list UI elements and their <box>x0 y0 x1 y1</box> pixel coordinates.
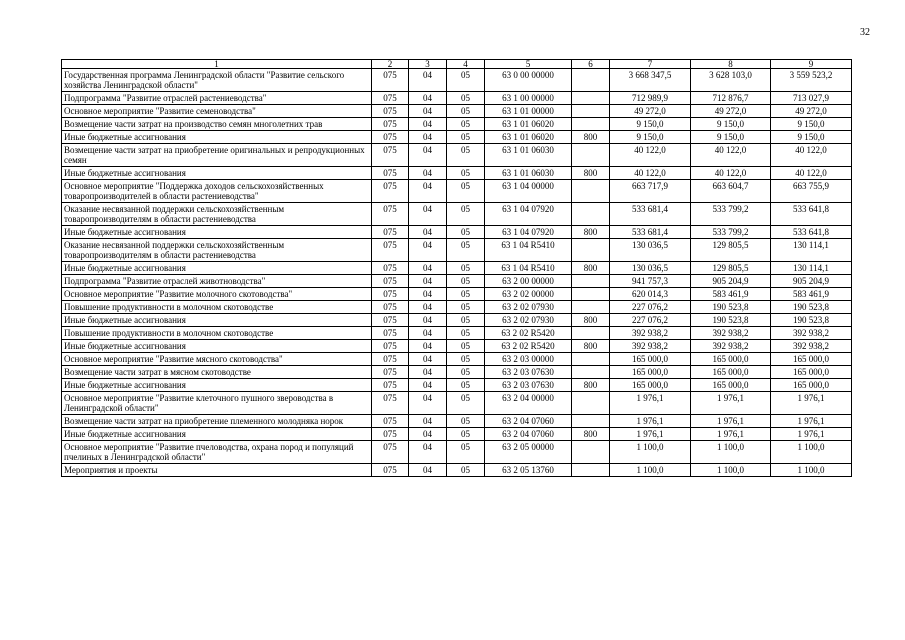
amount-year1-cell: 712 989,9 <box>610 92 691 105</box>
subsection-cell: 05 <box>447 167 485 180</box>
target-article-cell: 63 2 03 07630 <box>485 379 572 392</box>
expense-type-cell <box>572 92 610 105</box>
expense-type-cell: 800 <box>572 167 610 180</box>
amount-year2-cell: 1 100,0 <box>691 441 771 464</box>
amount-year1-cell: 392 938,2 <box>610 340 691 353</box>
section-cell: 04 <box>409 288 447 301</box>
name-cell: Иные бюджетные ассигнования <box>62 167 372 180</box>
name-cell: Повышение продуктивности в молочном скотоводстве <box>62 301 372 314</box>
target-article-cell: 63 2 04 07060 <box>485 428 572 441</box>
admin-code-cell: 075 <box>372 340 409 353</box>
amount-year3-cell: 533 641,8 <box>771 226 852 239</box>
amount-year3-cell: 9 150,0 <box>771 131 852 144</box>
subsection-cell: 05 <box>447 301 485 314</box>
target-article-cell: 63 1 01 00000 <box>485 105 572 118</box>
admin-code-cell: 075 <box>372 415 409 428</box>
table-row <box>62 226 852 239</box>
amount-year3-cell: 713 027,9 <box>771 92 852 105</box>
section-cell: 04 <box>409 327 447 340</box>
subsection-cell: 05 <box>447 92 485 105</box>
section-cell: 04 <box>409 203 447 226</box>
amount-year1-cell: 392 938,2 <box>610 327 691 340</box>
amount-year2-cell: 712 876,7 <box>691 92 771 105</box>
admin-code-cell: 075 <box>372 167 409 180</box>
expense-type-cell <box>572 441 610 464</box>
name-cell: Основное мероприятие "Развитие пчеловодства, охрана пород и популяций пчелиных в Ленинградской области" <box>62 441 372 464</box>
amount-year3-cell: 3 559 523,2 <box>771 69 852 92</box>
name-cell: Иные бюджетные ассигнования <box>62 314 372 327</box>
section-cell: 04 <box>409 144 447 167</box>
table-row <box>62 92 852 105</box>
amount-year3-cell: 583 461,9 <box>771 288 852 301</box>
admin-code-cell: 075 <box>372 379 409 392</box>
admin-code-cell: 075 <box>372 275 409 288</box>
admin-code-cell: 075 <box>372 301 409 314</box>
amount-year2-cell: 49 272,0 <box>691 105 771 118</box>
admin-code-cell: 075 <box>372 464 409 477</box>
target-article-cell: 63 1 01 06030 <box>485 167 572 180</box>
amount-year3-cell: 165 000,0 <box>771 353 852 366</box>
table-row <box>62 105 852 118</box>
section-cell: 04 <box>409 226 447 239</box>
column-header-4: 4 <box>447 60 485 69</box>
expense-type-cell: 800 <box>572 428 610 441</box>
admin-code-cell: 075 <box>372 180 409 203</box>
expense-type-cell <box>572 118 610 131</box>
amount-year3-cell: 392 938,2 <box>771 327 852 340</box>
budget-table <box>61 59 852 477</box>
table-row <box>62 69 852 92</box>
table-row <box>62 314 852 327</box>
target-article-cell: 63 2 05 13760 <box>485 464 572 477</box>
name-cell: Основное мероприятие "Развитие семеноводства" <box>62 105 372 118</box>
subsection-cell: 05 <box>447 275 485 288</box>
admin-code-cell: 075 <box>372 105 409 118</box>
expense-type-cell <box>572 366 610 379</box>
amount-year1-cell: 1 976,1 <box>610 392 691 415</box>
amount-year3-cell: 165 000,0 <box>771 379 852 392</box>
amount-year2-cell: 129 805,5 <box>691 262 771 275</box>
name-cell: Иные бюджетные ассигнования <box>62 428 372 441</box>
table-row <box>62 180 852 203</box>
table-row <box>62 262 852 275</box>
column-header-2: 2 <box>372 60 409 69</box>
amount-year1-cell: 130 036,5 <box>610 262 691 275</box>
admin-code-cell: 075 <box>372 428 409 441</box>
amount-year1-cell: 49 272,0 <box>610 105 691 118</box>
admin-code-cell: 075 <box>372 203 409 226</box>
section-cell: 04 <box>409 441 447 464</box>
table-row <box>62 275 852 288</box>
amount-year3-cell: 190 523,8 <box>771 301 852 314</box>
amount-year3-cell: 1 976,1 <box>771 392 852 415</box>
admin-code-cell: 075 <box>372 131 409 144</box>
section-cell: 04 <box>409 262 447 275</box>
subsection-cell: 05 <box>447 314 485 327</box>
admin-code-cell: 075 <box>372 239 409 262</box>
amount-year1-cell: 1 100,0 <box>610 464 691 477</box>
amount-year3-cell: 9 150,0 <box>771 118 852 131</box>
expense-type-cell <box>572 301 610 314</box>
target-article-cell: 63 0 00 00000 <box>485 69 572 92</box>
amount-year1-cell: 165 000,0 <box>610 379 691 392</box>
target-article-cell: 63 2 02 07930 <box>485 314 572 327</box>
expense-type-cell <box>572 464 610 477</box>
amount-year3-cell: 130 114,1 <box>771 239 852 262</box>
name-cell: Основное мероприятие "Развитие мясного скотоводства" <box>62 353 372 366</box>
section-cell: 04 <box>409 464 447 477</box>
table-row <box>62 379 852 392</box>
subsection-cell: 05 <box>447 262 485 275</box>
subsection-cell: 05 <box>447 392 485 415</box>
table-row <box>62 415 852 428</box>
amount-year3-cell: 663 755,9 <box>771 180 852 203</box>
table-row <box>62 301 852 314</box>
section-cell: 04 <box>409 415 447 428</box>
amount-year1-cell: 533 681,4 <box>610 226 691 239</box>
amount-year2-cell: 533 799,2 <box>691 203 771 226</box>
amount-year2-cell: 583 461,9 <box>691 288 771 301</box>
admin-code-cell: 075 <box>372 69 409 92</box>
subsection-cell: 05 <box>447 180 485 203</box>
amount-year1-cell: 1 976,1 <box>610 415 691 428</box>
admin-code-cell: 075 <box>372 441 409 464</box>
table-row <box>62 167 852 180</box>
admin-code-cell: 075 <box>372 366 409 379</box>
section-cell: 04 <box>409 366 447 379</box>
name-cell: Иные бюджетные ассигнования <box>62 131 372 144</box>
column-header-1: 1 <box>62 60 372 69</box>
admin-code-cell: 075 <box>372 144 409 167</box>
amount-year1-cell: 40 122,0 <box>610 144 691 167</box>
expense-type-cell: 800 <box>572 340 610 353</box>
name-cell: Оказание несвязанной поддержки сельскохозяйственным товаропроизводителям в области растениеводства <box>62 239 372 262</box>
subsection-cell: 05 <box>447 428 485 441</box>
amount-year3-cell: 130 114,1 <box>771 262 852 275</box>
subsection-cell: 05 <box>447 441 485 464</box>
admin-code-cell: 075 <box>372 92 409 105</box>
name-cell: Подпрограмма "Развитие отраслей растениеводства" <box>62 92 372 105</box>
subsection-cell: 05 <box>447 118 485 131</box>
subsection-cell: 05 <box>447 131 485 144</box>
section-cell: 04 <box>409 392 447 415</box>
amount-year3-cell: 40 122,0 <box>771 167 852 180</box>
expense-type-cell <box>572 203 610 226</box>
admin-code-cell: 075 <box>372 327 409 340</box>
amount-year2-cell: 129 805,5 <box>691 239 771 262</box>
expense-type-cell <box>572 353 610 366</box>
subsection-cell: 05 <box>447 105 485 118</box>
amount-year2-cell: 1 976,1 <box>691 415 771 428</box>
amount-year1-cell: 663 717,9 <box>610 180 691 203</box>
subsection-cell: 05 <box>447 353 485 366</box>
amount-year2-cell: 9 150,0 <box>691 131 771 144</box>
column-header-8: 8 <box>691 60 771 69</box>
admin-code-cell: 075 <box>372 118 409 131</box>
amount-year2-cell: 533 799,2 <box>691 226 771 239</box>
section-cell: 04 <box>409 301 447 314</box>
amount-year1-cell: 9 150,0 <box>610 131 691 144</box>
expense-type-cell <box>572 288 610 301</box>
expense-type-cell <box>572 144 610 167</box>
table-row <box>62 327 852 340</box>
expense-type-cell <box>572 105 610 118</box>
amount-year2-cell: 165 000,0 <box>691 353 771 366</box>
section-cell: 04 <box>409 131 447 144</box>
section-cell: 04 <box>409 69 447 92</box>
amount-year1-cell: 130 036,5 <box>610 239 691 262</box>
admin-code-cell: 075 <box>372 353 409 366</box>
column-header-9: 9 <box>771 60 852 69</box>
section-cell: 04 <box>409 239 447 262</box>
section-cell: 04 <box>409 180 447 203</box>
table-row <box>62 288 852 301</box>
amount-year2-cell: 905 204,9 <box>691 275 771 288</box>
subsection-cell: 05 <box>447 69 485 92</box>
target-article-cell: 63 2 05 00000 <box>485 441 572 464</box>
target-article-cell: 63 2 02 07930 <box>485 301 572 314</box>
table-row <box>62 131 852 144</box>
amount-year1-cell: 1 976,1 <box>610 428 691 441</box>
subsection-cell: 05 <box>447 379 485 392</box>
table-row <box>62 340 852 353</box>
target-article-cell: 63 2 04 07060 <box>485 415 572 428</box>
name-cell: Основное мероприятие "Развитие клеточного пушного звероводства в Ленинградской области" <box>62 392 372 415</box>
amount-year1-cell: 3 668 347,5 <box>610 69 691 92</box>
name-cell: Оказание несвязанной поддержки сельскохозяйственным товаропроизводителям в области растениеводства <box>62 203 372 226</box>
table-row <box>62 428 852 441</box>
expense-type-cell <box>572 239 610 262</box>
name-cell: Возмещение части затрат в мясном скотоводстве <box>62 366 372 379</box>
amount-year2-cell: 165 000,0 <box>691 366 771 379</box>
target-article-cell: 63 2 02 00000 <box>485 288 572 301</box>
section-cell: 04 <box>409 105 447 118</box>
target-article-cell: 63 2 03 07630 <box>485 366 572 379</box>
admin-code-cell: 075 <box>372 314 409 327</box>
amount-year2-cell: 165 000,0 <box>691 379 771 392</box>
amount-year2-cell: 1 976,1 <box>691 428 771 441</box>
table-row <box>62 441 852 464</box>
subsection-cell: 05 <box>447 144 485 167</box>
amount-year3-cell: 165 000,0 <box>771 366 852 379</box>
amount-year1-cell: 533 681,4 <box>610 203 691 226</box>
table-row <box>62 464 852 477</box>
expense-type-cell <box>572 392 610 415</box>
column-header-3: 3 <box>409 60 447 69</box>
target-article-cell: 63 1 04 07920 <box>485 226 572 239</box>
name-cell: Иные бюджетные ассигнования <box>62 340 372 353</box>
table-row <box>62 353 852 366</box>
target-article-cell: 63 1 01 06020 <box>485 131 572 144</box>
target-article-cell: 63 2 04 00000 <box>485 392 572 415</box>
table-row <box>62 203 852 226</box>
table-row <box>62 144 852 167</box>
amount-year1-cell: 9 150,0 <box>610 118 691 131</box>
amount-year3-cell: 905 204,9 <box>771 275 852 288</box>
column-header-5: 5 <box>485 60 572 69</box>
expense-type-cell <box>572 327 610 340</box>
target-article-cell: 63 1 04 07920 <box>485 203 572 226</box>
amount-year1-cell: 40 122,0 <box>610 167 691 180</box>
name-cell: Основное мероприятие "Поддержка доходов сельскохозяйственных товаропроизводителей в области растениеводства" <box>62 180 372 203</box>
section-cell: 04 <box>409 353 447 366</box>
amount-year2-cell: 40 122,0 <box>691 144 771 167</box>
section-cell: 04 <box>409 167 447 180</box>
section-cell: 04 <box>409 314 447 327</box>
section-cell: 04 <box>409 92 447 105</box>
amount-year2-cell: 1 100,0 <box>691 464 771 477</box>
target-article-cell: 63 1 04 R5410 <box>485 262 572 275</box>
table-row <box>62 239 852 262</box>
section-cell: 04 <box>409 340 447 353</box>
name-cell: Возмещение части затрат на производство семян многолетних трав <box>62 118 372 131</box>
subsection-cell: 05 <box>447 203 485 226</box>
admin-code-cell: 075 <box>372 392 409 415</box>
amount-year3-cell: 1 976,1 <box>771 415 852 428</box>
expense-type-cell: 800 <box>572 262 610 275</box>
target-article-cell: 63 1 04 R5410 <box>485 239 572 262</box>
amount-year1-cell: 165 000,0 <box>610 353 691 366</box>
name-cell: Возмещение части затрат на приобретение оригинальных и репродукционных семян <box>62 144 372 167</box>
amount-year2-cell: 392 938,2 <box>691 327 771 340</box>
target-article-cell: 63 1 00 00000 <box>485 92 572 105</box>
target-article-cell: 63 1 01 06030 <box>485 144 572 167</box>
amount-year2-cell: 190 523,8 <box>691 314 771 327</box>
amount-year2-cell: 1 976,1 <box>691 392 771 415</box>
name-cell: Мероприятия и проекты <box>62 464 372 477</box>
expense-type-cell <box>572 275 610 288</box>
amount-year2-cell: 9 150,0 <box>691 118 771 131</box>
target-article-cell: 63 1 01 06020 <box>485 118 572 131</box>
amount-year3-cell: 40 122,0 <box>771 144 852 167</box>
subsection-cell: 05 <box>447 226 485 239</box>
name-cell: Иные бюджетные ассигнования <box>62 226 372 239</box>
expense-type-cell: 800 <box>572 379 610 392</box>
name-cell: Основное мероприятие "Развитие молочного скотоводства" <box>62 288 372 301</box>
admin-code-cell: 075 <box>372 288 409 301</box>
subsection-cell: 05 <box>447 464 485 477</box>
expense-type-cell <box>572 69 610 92</box>
expense-type-cell: 800 <box>572 314 610 327</box>
name-cell: Государственная программа Ленинградской области "Развитие сельского хозяйства Ленинградской области" <box>62 69 372 92</box>
amount-year1-cell: 1 100,0 <box>610 441 691 464</box>
amount-year2-cell: 190 523,8 <box>691 301 771 314</box>
subsection-cell: 05 <box>447 415 485 428</box>
target-article-cell: 63 2 00 00000 <box>485 275 572 288</box>
section-cell: 04 <box>409 379 447 392</box>
section-cell: 04 <box>409 428 447 441</box>
amount-year1-cell: 941 757,3 <box>610 275 691 288</box>
table-row <box>62 366 852 379</box>
column-header-6: 6 <box>572 60 610 69</box>
amount-year3-cell: 190 523,8 <box>771 314 852 327</box>
amount-year1-cell: 165 000,0 <box>610 366 691 379</box>
target-article-cell: 63 2 02 R5420 <box>485 340 572 353</box>
page-number: 32 <box>860 27 870 38</box>
amount-year2-cell: 392 938,2 <box>691 340 771 353</box>
expense-type-cell <box>572 415 610 428</box>
subsection-cell: 05 <box>447 340 485 353</box>
amount-year1-cell: 620 014,3 <box>610 288 691 301</box>
amount-year1-cell: 227 076,2 <box>610 301 691 314</box>
name-cell: Иные бюджетные ассигнования <box>62 379 372 392</box>
name-cell: Возмещение части затрат на приобретение племенного молодняка норок <box>62 415 372 428</box>
amount-year3-cell: 1 976,1 <box>771 428 852 441</box>
expense-type-cell: 800 <box>572 131 610 144</box>
section-cell: 04 <box>409 118 447 131</box>
target-article-cell: 63 2 03 00000 <box>485 353 572 366</box>
subsection-cell: 05 <box>447 327 485 340</box>
target-article-cell: 63 1 04 00000 <box>485 180 572 203</box>
amount-year2-cell: 40 122,0 <box>691 167 771 180</box>
name-cell: Иные бюджетные ассигнования <box>62 262 372 275</box>
name-cell: Повышение продуктивности в молочном скотоводстве <box>62 327 372 340</box>
subsection-cell: 05 <box>447 288 485 301</box>
amount-year3-cell: 1 100,0 <box>771 441 852 464</box>
amount-year3-cell: 392 938,2 <box>771 340 852 353</box>
amount-year3-cell: 533 641,8 <box>771 203 852 226</box>
column-header-7: 7 <box>610 60 691 69</box>
section-cell: 04 <box>409 275 447 288</box>
amount-year2-cell: 3 628 103,0 <box>691 69 771 92</box>
admin-code-cell: 075 <box>372 262 409 275</box>
subsection-cell: 05 <box>447 239 485 262</box>
table-row <box>62 392 852 415</box>
amount-year3-cell: 49 272,0 <box>771 105 852 118</box>
amount-year1-cell: 227 076,2 <box>610 314 691 327</box>
amount-year3-cell: 1 100,0 <box>771 464 852 477</box>
expense-type-cell: 800 <box>572 226 610 239</box>
admin-code-cell: 075 <box>372 226 409 239</box>
name-cell: Подпрограмма "Развитие отраслей животноводства" <box>62 275 372 288</box>
subsection-cell: 05 <box>447 366 485 379</box>
amount-year2-cell: 663 604,7 <box>691 180 771 203</box>
target-article-cell: 63 2 02 R5420 <box>485 327 572 340</box>
table-row <box>62 118 852 131</box>
header-row <box>62 60 852 69</box>
expense-type-cell <box>572 180 610 203</box>
